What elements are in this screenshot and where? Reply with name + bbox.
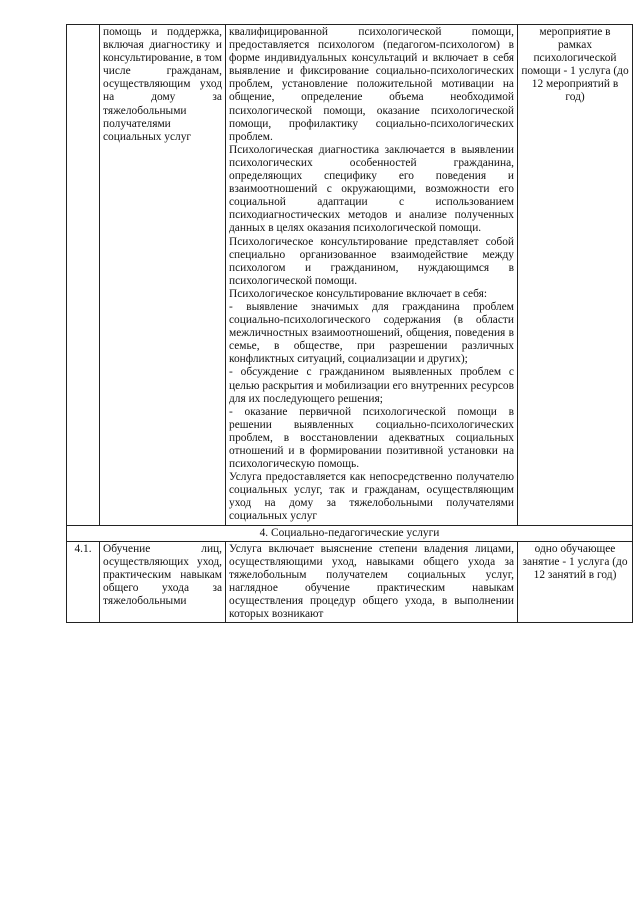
description-paragraph: - оказание первичной психологической помощи в решении выявленных социально-психологических проблем, в восстановлении адекватных социальных отношений и в формировании позитивной установки на психологическую помощь. [229, 405, 514, 471]
table-row [67, 541, 633, 623]
description-paragraph: - выявление значимых для гражданина проблем социально-психологического содержания (в области межличностных взаимоотношений, общения, поведения в семье, в обществе, при разрешении различных конфликтных ситуаций, социализации и других); [229, 300, 514, 366]
service-description-cell [226, 25, 518, 526]
service-unit-cell: мероприятие в рамках психологической помощи - 1 услуга (до 12 мероприятий в год) [518, 25, 633, 526]
row-number-cell: 4.1. [67, 541, 100, 623]
description-paragraph: Психологическое консультирование представляет собой специально организованное взаимодействие между психологом и гражданином, нуждающимся в психологической помощи. [229, 235, 514, 287]
row-number-cell [67, 25, 100, 526]
service-description-cell: Услуга включает выяснение степени владения лицами, осуществляющими уход, навыками общего ухода за тяжелобольным получателем социальных услуг, наглядное обучение практическим навыкам осуществления процедур общего ухода, в выполнении которых возникают [226, 541, 518, 623]
service-unit-cell: одно обучающее занятие - 1 услуга (до 12 занятий в год) [518, 541, 633, 623]
services-table [66, 24, 633, 623]
description-paragraph: - обсуждение с гражданином выявленных проблем с целью раскрытия и мобилизации его внутренних ресурсов для их последующего решения; [229, 366, 514, 405]
table-row [67, 25, 633, 526]
service-name-cell: Обучение лиц, осуществляющих уход, практическим навыкам общего ухода за тяжелобольными [100, 541, 226, 623]
description-paragraph: квалифицированной психологической помощи, предоставляется психологом (педагогом-психологом) в форме индивидуальных консультаций и включает в себя выявление и фиксирование социально-психологических проблем, установление положительной мотивации на общение, определение объема необходимой психологической помощи, оказание психологической помощи, профилактику социально-психологических проблем. [229, 26, 514, 143]
section-header-row [67, 525, 633, 541]
description-paragraph: Психологическая диагностика заключается в выявлении психологических особенностей гражданина, определяющих специфику его поведения и взаимоотношений с окружающими, возможности его социальной адаптации с использованием психодиагностических методов и анализе полученных данных в целях оказания психологической помощи. [229, 143, 514, 235]
section-title: 4. Социально-педагогические услуги [67, 525, 633, 541]
description-paragraph: Психологическое консультирование включает в себя: [229, 287, 488, 300]
service-name-cell: помощь и поддержка, включая диагностику и консультирование, в том числе гражданам, осуществляющим уход на дому за тяжелобольными получателями социальных услуг [100, 25, 226, 526]
description-paragraph: Услуга предоставляется как непосредственно получателю социальных услуг, так и гражданам, осуществляющим уход на дому за тяжелобольными получателями социальных услуг [229, 471, 514, 523]
